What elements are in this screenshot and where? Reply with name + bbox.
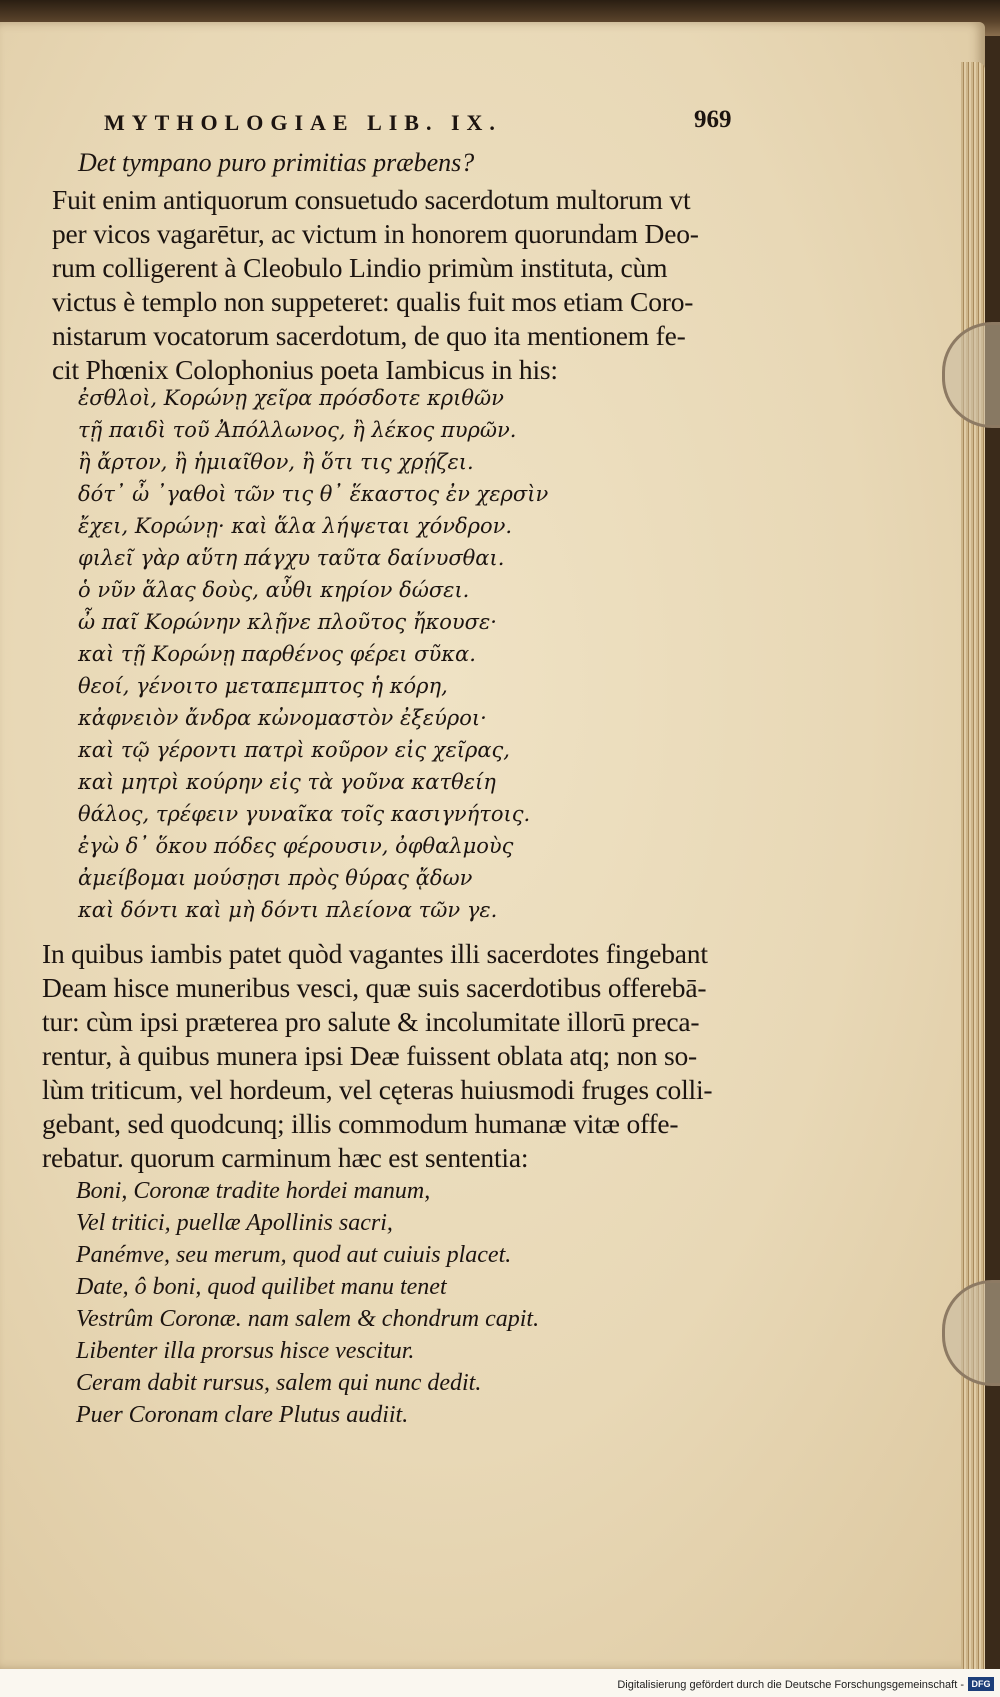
- prose-line: tur: cùm ipsi præterea pro salute & incolumitate illorū preca-: [42, 1006, 700, 1037]
- page-number: 969: [694, 106, 732, 133]
- dfg-logo: DFG: [968, 1677, 994, 1691]
- prose-line: Fuit enim antiquorum consuetudo sacerdotum multorum vt: [52, 184, 691, 215]
- latin-verse-line: Puer Coronam clare Plutus audiit.: [76, 1402, 409, 1428]
- prose-line: In quibus iambis patet quòd vagantes illi sacerdotes fingebant: [42, 938, 708, 969]
- page-fore-edge: [961, 62, 985, 1682]
- latin-verse-line: Date, ô boni, quod quilibet manu tenet: [76, 1274, 447, 1300]
- greek-verse-line: καὶ μητρὶ κούρην εἰς τὰ γοῦνα κατθείη: [78, 770, 496, 794]
- prose-line: rum colligerent à Cleobulo Lindio primùm instituta, cùm: [52, 252, 668, 283]
- greek-verse-line: ἐσθλοὶ, Κορώνῃ χεῖρα πρόσδοτε κριθῶν: [78, 386, 504, 410]
- prose-line: Deam hisce muneribus vesci, quæ suis sacerdotibus offerebā-: [42, 972, 707, 1003]
- greek-verse-line: ὦ παῖ Κορώνην κλῇνε πλοῦτος ἤκουσε·: [78, 610, 497, 634]
- opening-verse: Det tympano puro primitias præbens?: [78, 148, 475, 177]
- prose-line: lùm triticum, vel hordeum, vel cęteras huiusmodi fruges colli-: [42, 1074, 713, 1105]
- greek-verse-line: καὶ τῷ γέροντι πατρὶ κοῦρον εἰς χεῖρας,: [78, 738, 510, 762]
- prose-line: per vicos vagarētur, ac victum in honorem quorundam Deo-: [52, 218, 699, 249]
- greek-verse-line: δότ᾽ ὦ ᾽γαθοὶ τῶν τις θ᾽ ἕκαστος ἐν χερσὶν: [78, 482, 549, 506]
- greek-verse-line: θεοί, γένοιτο μεταπεμπτος ἡ κόρη,: [78, 674, 448, 698]
- greek-verse-line: ἐγὼ δ᾽ ὅκου πόδες φέρουσιν, ὀφθαλμοὺς: [78, 834, 514, 858]
- prose-line: cit Phœnix Colophonius poeta Iambicus in his:: [52, 354, 558, 385]
- latin-verse-line: Ceram dabit rursus, salem qui nunc dedit.: [76, 1370, 482, 1396]
- greek-verse-line: καὶ τῇ Κορώνῃ παρθένος φέρει σῦκα.: [78, 642, 476, 666]
- greek-verse-line: ἀμείβομαι μούσῃσι πρὸς θύρας ᾄδων: [78, 866, 473, 890]
- prose-line: nistarum vocatorum sacerdotum, de quo ita mentionem fe-: [52, 320, 686, 351]
- greek-verse-line: ἢ ἄρτον, ἢ ἡμιαῖθον, ἢ ὅτι τις χρῄζει.: [78, 450, 474, 474]
- digitization-credit: Digitalisierung gefördert durch die Deutsche Forschungsgemeinschaft -: [617, 1679, 964, 1691]
- greek-verse-line: ἔχει, Κορώνῃ· καὶ ἅλα λήψεται χόνδρον.: [78, 514, 513, 538]
- prose-line: gebant, sed quodcunq; illis commodum humanæ vitæ offe-: [42, 1108, 679, 1139]
- greek-verse-line: καὶ δόντι καὶ μὴ δόντι πλείονα τῶν γε.: [78, 898, 498, 922]
- prose-line: victus è templo non suppeteret: qualis fuit mos etiam Coro-: [52, 286, 694, 317]
- latin-verse-line: Boni, Coronæ tradite hordei manum,: [76, 1178, 431, 1204]
- greek-verse-line: τῇ παιδὶ τοῦ Ἀπόλλωνος, ἢ λέκος πυρῶν.: [78, 418, 517, 442]
- running-head: MYTHOLOGIAE LIB. IX.: [104, 110, 502, 135]
- greek-verse-line: φιλεῖ γὰρ αὕτη πάγχυ ταῦτα δαίνυσθαι.: [78, 546, 505, 570]
- greek-verse-line: ὁ νῦν ἅλας δοὺς, αὖθι κηρίον δώσει.: [78, 578, 470, 602]
- latin-verse-line: Vel tritici, puellæ Apollinis sacri,: [76, 1210, 393, 1236]
- latin-verse-line: Libenter illa prorsus hisce vescitur.: [76, 1338, 415, 1364]
- greek-verse-line: θάλος, τρέφειν γυναῖκα τοῖς κασιγνήτοις.: [78, 802, 531, 826]
- prose-line: rentur, à quibus munera ipsi Deæ fuissent oblata atq; non so-: [42, 1040, 697, 1071]
- greek-verse-line: κἀφνειὸν ἄνδρα κὠνομαστὸν ἐξεύροι·: [78, 706, 487, 730]
- latin-verse-line: Vestrûm Coronæ. nam salem & chondrum capit.: [76, 1306, 540, 1332]
- footer-strip: [0, 1669, 1000, 1697]
- prose-line: rebatur. quorum carminum hæc est sententia:: [42, 1142, 529, 1173]
- latin-verse-line: Panémve, seu merum, quod aut cuiuis placet.: [76, 1242, 512, 1268]
